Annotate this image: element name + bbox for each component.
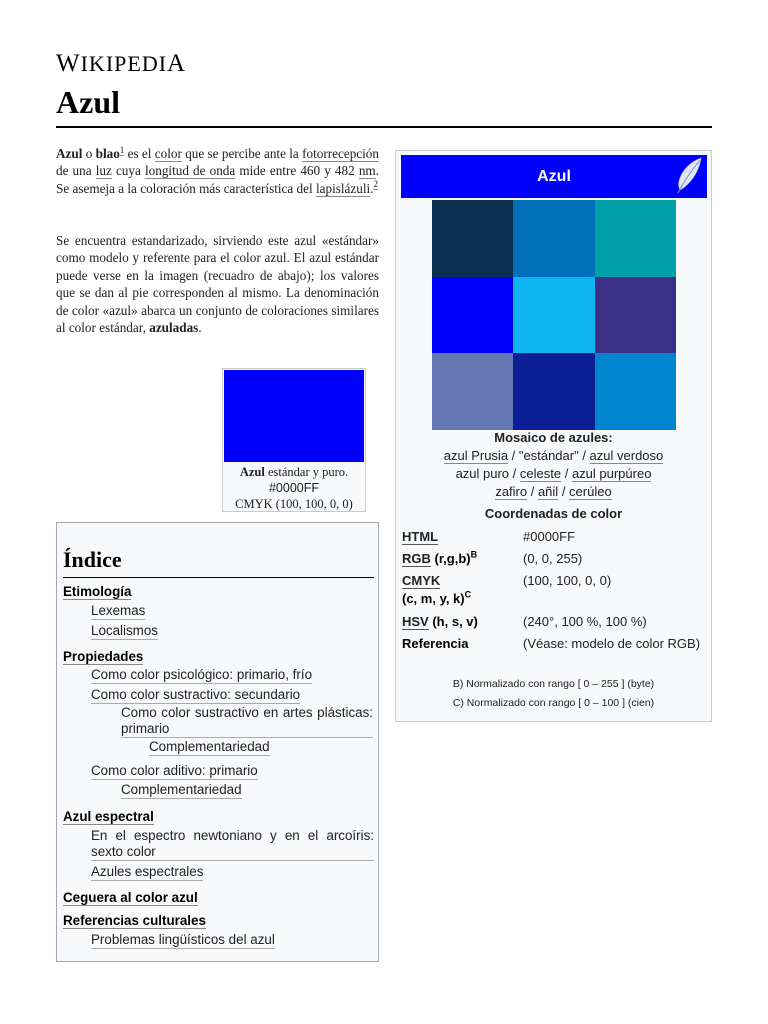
- swatch-cmyk: CMYK (100, 100, 0, 0): [235, 497, 353, 511]
- mosaic-tile: [513, 200, 594, 277]
- feather-icon: [674, 157, 704, 195]
- infobox-title: Azul: [537, 168, 571, 185]
- link-zafiro[interactable]: zafiro: [495, 484, 528, 499]
- link-cmyk[interactable]: CMYK: [402, 573, 441, 588]
- toc-item-complementariedad-2[interactable]: Complementariedad: [121, 782, 242, 797]
- swatch-hex: #0000FF: [268, 481, 320, 495]
- mosaic-caption-line-3: zafiro / añil / cerúleo: [495, 484, 612, 499]
- blue-swatch: [224, 370, 364, 462]
- ref-1-link[interactable]: 1: [119, 144, 125, 155]
- link-ceruleo[interactable]: cerúleo: [569, 484, 612, 499]
- page-title: Azul: [56, 84, 120, 120]
- link-luz[interactable]: luz: [95, 163, 112, 179]
- mosaic-caption-line-2: azul puro / celeste / azul purpúreo: [455, 466, 652, 481]
- referencia-label: Referencia: [402, 636, 469, 651]
- note-c: C) Normalizado con rango [ 0 – 100 ] (cien): [452, 697, 655, 709]
- toc-title: Índice: [63, 547, 122, 572]
- toc-item-newtoniano[interactable]: En el espectro newtoniano y en el arcoíris: sexto color: [91, 828, 374, 859]
- mosaic-tile: [513, 353, 594, 430]
- link-celeste[interactable]: celeste: [519, 466, 562, 481]
- toc-item-psicologico[interactable]: Como color psicológico: primario, frío: [91, 667, 313, 682]
- mosaic-caption-line-1: azul Prusia / "estándar" / azul verdoso: [443, 448, 664, 463]
- toc-item-ceguera[interactable]: Ceguera al color azul: [63, 890, 198, 905]
- toc-item-etimologia[interactable]: Etimología: [63, 584, 132, 599]
- toc-item-propiedades[interactable]: Propiedades: [63, 649, 144, 664]
- intro-paragraph: Azul o blao$^1$ es el color que se percibe ante la fotorrecepción de una luz cuya longitud de onda mide entre 460 y 482 nm. Se asemeja a la coloración más característica del lapislázuli.$^2$: [56, 144, 379, 196]
- ref-2-link[interactable]: 2: [373, 179, 378, 190]
- mosaic-tile: [595, 353, 676, 430]
- wikipedia-wordmark[interactable]: WIKIPEDIA: [56, 50, 187, 77]
- toc-item-azules-espectrales[interactable]: Azules espectrales: [91, 864, 204, 879]
- table-of-contents: [56, 522, 379, 962]
- link-longitud-de-onda[interactable]: longitud de onda: [144, 163, 236, 179]
- toc-item-complementariedad-1[interactable]: Complementariedad: [149, 739, 270, 754]
- link-nm[interactable]: nm: [358, 163, 376, 179]
- link-fotorrecepcion[interactable]: fotorrecepción: [302, 146, 379, 161]
- toc-item-localismos[interactable]: Localismos: [91, 623, 158, 638]
- coords-title: Coordenadas de color: [484, 506, 623, 521]
- link-lapislazuli[interactable]: lapislázuli: [315, 180, 371, 196]
- link-azul-prusia[interactable]: azul Prusia: [443, 448, 509, 463]
- hsv-value: (240°, 100 %, 100 %): [523, 614, 647, 629]
- azul-puro-text: azul puro: [455, 466, 510, 481]
- title-divider: [56, 126, 712, 128]
- toc-item-azul-espectral[interactable]: Azul espectral: [63, 809, 154, 824]
- mosaic-title: Mosaico de azules:: [494, 430, 613, 445]
- infobox-header: [401, 155, 707, 198]
- toc-item-referencias-culturales[interactable]: Referencias culturales: [63, 913, 206, 928]
- standard-blue-figure: [222, 368, 366, 512]
- mosaic-tile: [432, 353, 513, 430]
- toc-item-problemas-linguisticos[interactable]: Problemas lingüísticos del azul: [91, 932, 275, 947]
- toc-item-aditivo[interactable]: Como color aditivo: primario: [91, 763, 258, 778]
- link-azul-purpureo[interactable]: azul purpúreo: [571, 466, 652, 481]
- mosaic-tile: [432, 277, 513, 354]
- color-infobox: Azul Mosaico de azules: azul Prusia / "estándar" / azul verdoso azul puro / celeste / azul purpúreo zafiro / añil / cerúleo Coordenadas de color HTML #0000FF RGB $(r,g,b)^B$ (0, 0, 255) CMYK (c, m, y, k)$^C$ (100, 100, 0, 0) HSV (h, s, v) (240°, 100 %, 100 %) Referencia (Véase: modelo de color RGB) B) Normalizado con rango [ 0 – 255 ] (byte) C) Normalizado con rango [ 0 – 100 ] (cien): [395, 150, 712, 722]
- cmyk-value: (100, 100, 0, 0): [523, 573, 612, 588]
- mosaic-tile: [432, 200, 513, 277]
- link-hsv[interactable]: HSV: [402, 614, 429, 629]
- link-html[interactable]: HTML: [402, 529, 439, 544]
- rgb-value: (0, 0, 255): [523, 551, 583, 566]
- html-value: #0000FF: [523, 529, 576, 544]
- toc-item-sustractivo[interactable]: Como color sustractivo: secundario: [91, 687, 301, 702]
- blue-mosaic: [432, 200, 676, 430]
- swatch-caption: Azul estándar y puro.: [239, 465, 349, 479]
- mosaic-tile: [595, 277, 676, 354]
- link-anil[interactable]: añil: [537, 484, 559, 499]
- mosaic-tile: [513, 277, 594, 354]
- link-rgb[interactable]: RGB: [402, 551, 431, 566]
- note-b: B) Normalizado con rango [ 0 – 255 ] (byte): [452, 678, 655, 690]
- mosaic-tile: [595, 200, 676, 277]
- toc-item-lexemas[interactable]: Lexemas: [91, 603, 146, 618]
- intro-paragraph-2: Se encuentra estandarizado, sirviendo este azul «estándar» como modelo y referente para el color azul. El azul estándar puede verse en la imagen (recuadro de abajo); los valores que se dan al pie corresponden al mismo. La denominación de color «azul» abarca un conjunto de coloraciones similares al color estándar, azuladas.: [56, 233, 379, 336]
- toc-divider: [63, 577, 374, 578]
- referencia-value: (Véase: modelo de color RGB): [523, 636, 701, 651]
- toc-item-artes-plasticas[interactable]: Como color sustractivo en artes plásticas: primario: [121, 705, 373, 736]
- link-color[interactable]: color: [154, 146, 182, 161]
- link-azul-verdoso[interactable]: azul verdoso: [589, 448, 664, 463]
